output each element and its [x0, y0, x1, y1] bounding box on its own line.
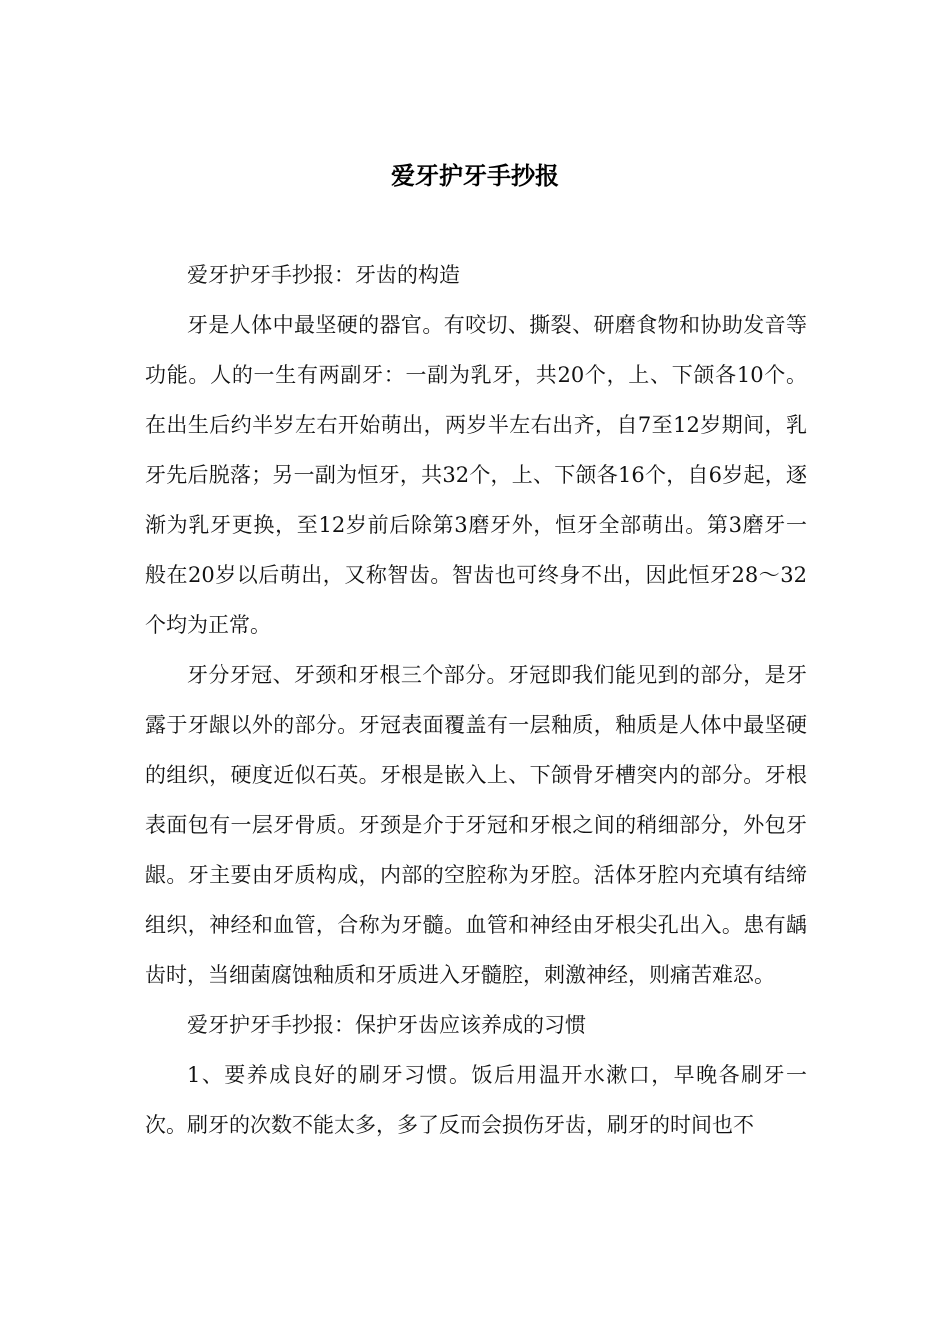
document-title: 爱牙护牙手抄报 [391, 161, 559, 190]
paragraph-brushing-habit: 1、要养成良好的刷牙习惯。饭后用温开水漱口，早晚各刷牙一次。刷牙的次数不能太多，多了反而会损伤牙齿，刷牙的时间也不 [145, 1063, 807, 1137]
paragraph-tooth-parts: 牙分牙冠、牙颈和牙根三个部分。牙冠即我们能见到的部分，是牙露于牙龈以外的部分。牙冠表面覆盖有一层釉质，釉质是人体中最坚硬的组织，硬度近似石英。牙根是嵌入上、下颌骨牙槽突内的部分。牙根表面包有一层牙骨质。牙颈是介于牙冠和牙根之间的稍细部分，外包牙龈。牙主要由牙质构成，内部的空腔称为牙腔。活体牙腔内充填有结缔组织，神经和血管，合称为牙髓。血管和神经由牙根尖孔出入。患有龋齿时，当细菌腐蚀釉质和牙质进入牙髓腔，刺激神经，则痛苦难忍。 [145, 663, 807, 987]
document-body [145, 250, 807, 1150]
section-heading-tooth-habits: 爱牙护牙手抄报：保护牙齿应该养成的习惯 [187, 1013, 586, 1037]
paragraph-tooth-function: 牙是人体中最坚硬的器官。有咬切、撕裂、研磨食物和协助发音等功能。人的一生有两副牙：一副为乳牙，共20个，上、下颌各10个。在出生后约半岁左右开始萌出，两岁半左右出齐，自7至12岁期间，乳牙先后脱落；另一副为恒牙，共32个，上、下颌各16个，自6岁起，逐渐为乳牙更换，至12岁前后除第3磨牙外，恒牙全部萌出。第3磨牙一般在20岁以后萌出，又称智齿。智齿也可终身不出，因此恒牙28～32个均为正常。 [145, 313, 807, 637]
section-heading-tooth-structure: 爱牙护牙手抄报：牙齿的构造 [187, 263, 460, 287]
